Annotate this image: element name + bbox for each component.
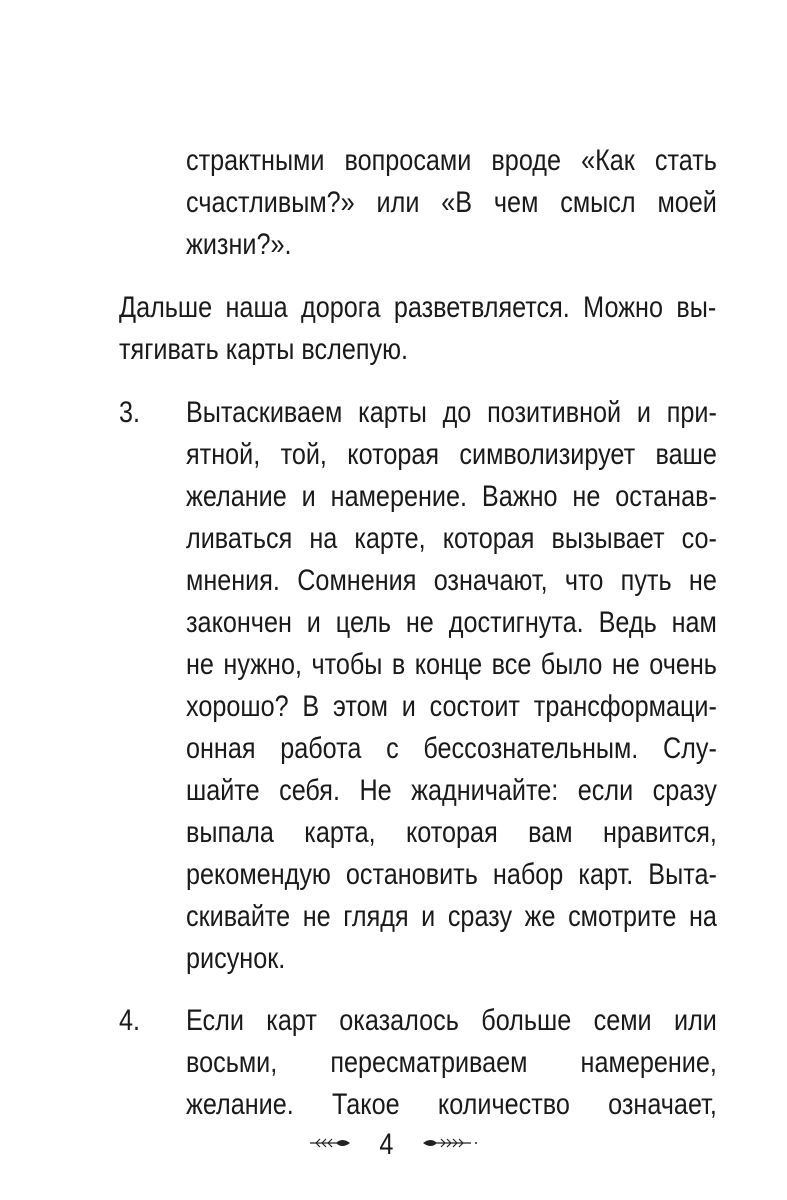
text-line: ятной, той, которая символизирует ваше	[186, 438, 717, 471]
text-line: Дальше наша дорога разветвляется. Можно вы-	[119, 291, 717, 324]
text-line: скивайте не глядя и сразу же смотрите на	[186, 900, 717, 933]
left-leaf-ornament-icon	[308, 1136, 352, 1155]
text-line: рисунок.	[186, 942, 286, 975]
text-line: шайте себя. Не жадничайте: если сразу	[186, 774, 717, 807]
text-line: ливаться на карте, которая вызывает со-	[186, 522, 717, 555]
list-item-number: 4.	[119, 1004, 141, 1037]
text-line: страктными вопросами вроде «Как стать	[186, 144, 717, 177]
text-line: выпала карта, которая вам нравится,	[186, 816, 717, 849]
list-item-number: 3.	[119, 396, 141, 429]
text-line: закончен и цель не достигнута. Ведь нам	[186, 606, 717, 639]
right-leaf-ornament-icon	[421, 1136, 479, 1155]
text-line: мнения. Сомнения означают, что путь не	[186, 564, 717, 597]
text-line: желание и намерение. Важно не останав-	[186, 480, 717, 513]
text-line: хорошо? В этом и состоит трансформаци-	[186, 690, 717, 723]
page-number: 4	[379, 1128, 394, 1161]
text-line: счастливым?» или «В чем смысл моей	[186, 186, 717, 219]
page-footer	[0, 1128, 787, 1168]
text-line: восьми, пересматриваем намерение,	[186, 1046, 717, 1079]
text-line: Если карт оказалось больше семи или	[186, 1004, 717, 1037]
text-line: желание. Такое количество означает,	[186, 1088, 717, 1121]
text-line: не нужно, чтобы в конце все было не очень	[186, 648, 717, 681]
text-line: тягивать карты вслепую.	[119, 333, 408, 366]
text-line: онная работа с бессознательным. Слу-	[186, 732, 717, 765]
text-line: Вытаскиваем карты до позитивной и при-	[186, 396, 717, 429]
text-line: жизни?».	[186, 228, 292, 261]
text-line: рекомендую остановить набор карт. Выта-	[186, 858, 717, 891]
